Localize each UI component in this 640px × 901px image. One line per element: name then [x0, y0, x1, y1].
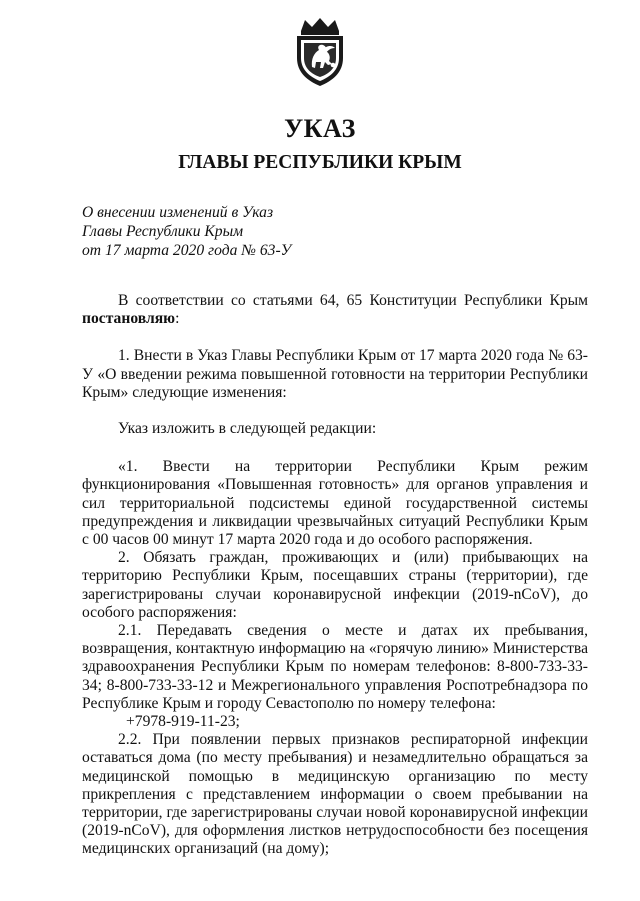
paragraph-quoted-2-2: 2.2. При появлении первых признаков респираторной инфекции оставаться дома (по месту пребывания) и незамедлительно обращаться за медицинской помощью в медицинскую организацию по месту прикрепления с представлением информации о своем пребывании на территории, где зарегистрированы случаи новой коронавирусной инфекции (2019-nCoV), для оформления листков нетрудоспособности без посещения медицинских организаций (на дому); [82, 731, 588, 858]
paragraph-intro: Указ изложить в следующей редакции: [118, 420, 377, 438]
paragraph-quoted-1: «1. Ввести на территории Республики Крым режим функционирования «Повышенная готовность» для органов управления и сил территориальной подсистемы единой государственной системы предупреждения и ликвидации чрезвычайных ситуаций Республики Крым с 00 часов 00 минут 17 марта 2020 года и до особого распоряжения. [82, 458, 588, 549]
document-body [82, 292, 588, 859]
paragraph-quoted-2: 2. Обязать граждан, проживающих и (или) прибывающих на территорию Республики Крым, посещавших страны (территории), где зарегистрированы случаи коронавирусной инфекции (2019-nCoV), до особого распоряжения: [82, 549, 588, 621]
crimea-coat-of-arms-icon [292, 17, 348, 87]
document-title: УКАЗ [284, 114, 356, 143]
subject-line: О внесении изменений в Указ [82, 204, 274, 221]
paragraph-quoted-2-1: 2.1. Передавать сведения о месте и датах их пребывания, возвращения, контактную информацию на «горячую линию» Министерства здравоохранения Республики Крым по номерам телефонов: 8-800-733-33-34; 8-800-733-33-12 и Межрегионального управления Роспотребнадзора по Республике Крым и городу Севастополю по номеру телефона: [82, 622, 588, 712]
subject-line: от 17 марта 2020 года № 63-У [82, 242, 292, 259]
phone-number: +7978-919-11-23; [126, 713, 240, 731]
subject-line: Главы Республики Крым [82, 223, 244, 240]
decree-verb: постановляю [82, 310, 176, 328]
document-subject [82, 203, 291, 260]
preamble-text: В соответствии со статьями 64, 65 Конституции Республики Крым [118, 292, 588, 309]
preamble-paragraph: В соответствии со статьями 64, 65 Конституции Республики Крым постановляю: [82, 292, 588, 328]
document-subtitle: ГЛАВЫ РЕСПУБЛИКИ КРЫМ [178, 152, 462, 173]
paragraph-item-1: 1. Внести в Указ Главы Республики Крым от 17 марта 2020 года № 63-У «О введении режима повышенной готовности на территории Республики Крым» следующие изменения: [82, 347, 588, 401]
